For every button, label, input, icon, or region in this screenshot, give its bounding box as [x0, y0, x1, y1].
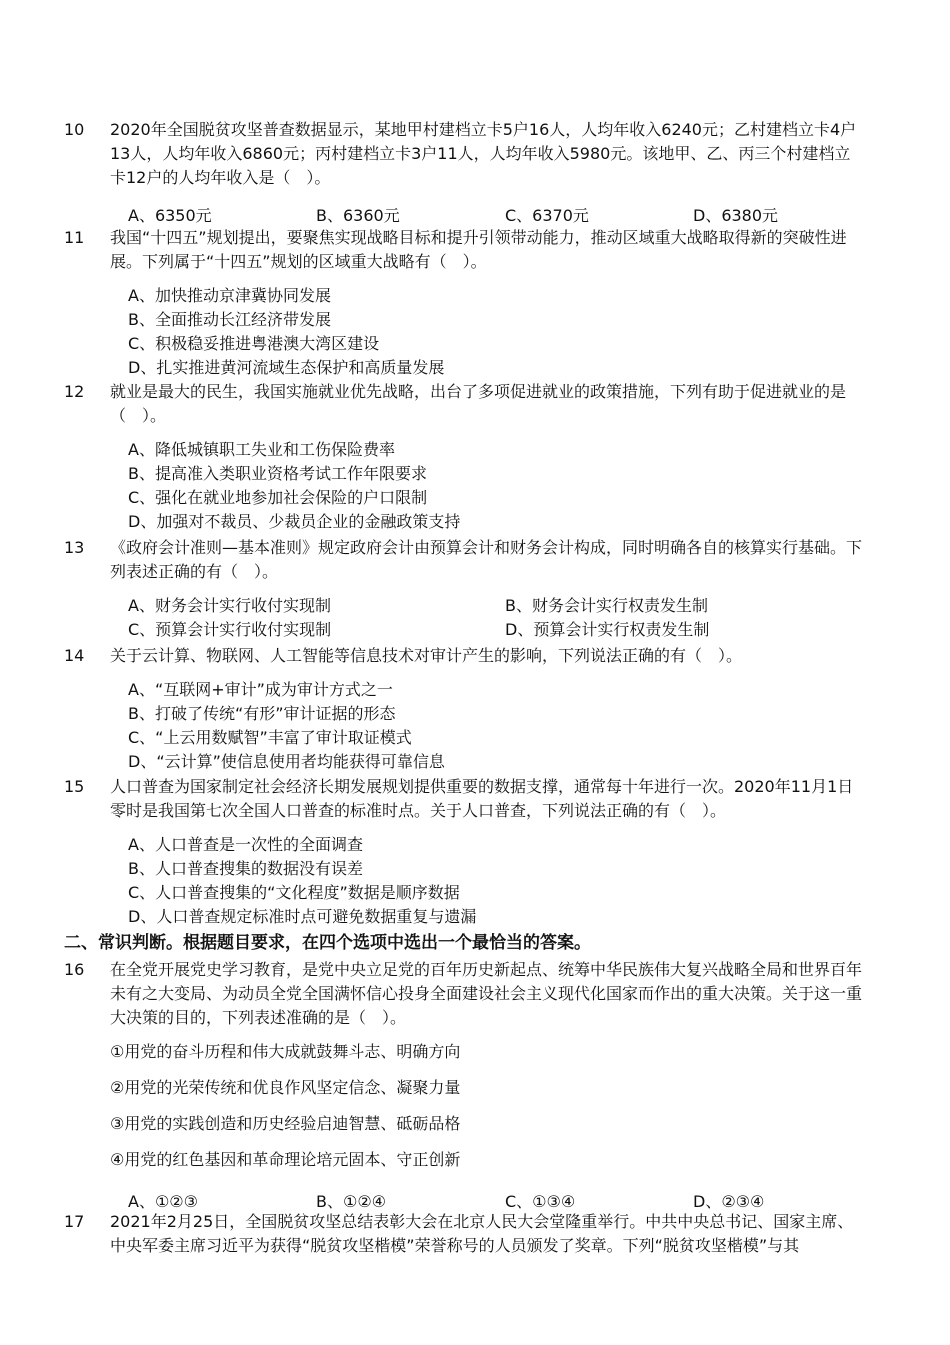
options-list: [128, 678, 864, 774]
option-a[interactable]: A、“互联网+审计”成为审计方式之一: [128, 680, 393, 699]
question-stem: 在全党开展党史学习教育，是党中央立足党的百年历史新起点、统筹中华民族伟大复兴战略全局和世界百年未有之大变局、为动员全党全国满怀信心投身全面建设社会主义现代化国家而作出的重大决策。关于这一重大决策的目的，下列表述准确的是（ ）。: [110, 960, 863, 1027]
option-a[interactable]: A、加快推动京津冀协同发展: [128, 286, 331, 305]
option-d[interactable]: D、预算会计实行权责发生制: [505, 620, 710, 639]
question-number: 14: [64, 646, 85, 665]
question-stem: 2021年2月25日，全国脱贫攻坚总结表彰大会在北京人民大会堂隆重举行。中共中央总书记、国家主席、中央军委主席习近平为获得“脱贫攻坚楷模”荣誉称号的人员颁发了奖章。下列“脱贫攻坚楷模”与其: [110, 1212, 854, 1255]
statement-1: ①用党的奋斗历程和伟大成就鼓舞斗志、明确方向: [110, 1042, 461, 1061]
question-12: [64, 380, 864, 534]
option-d[interactable]: D、扎实推进黄河流域生态保护和高质量发展: [128, 358, 445, 377]
option-b[interactable]: B、6360元: [316, 206, 400, 225]
question-number: 10: [64, 120, 85, 139]
section-heading: 二、常识判断。根据题目要求，在四个选项中选出一个最恰当的答案。: [64, 933, 591, 953]
options-grid: [128, 594, 864, 642]
question-10: [64, 118, 864, 228]
option-b[interactable]: B、全面推动长江经济带发展: [128, 310, 331, 329]
statement-4: ④用党的红色基因和革命理论培元固本、守正创新: [110, 1150, 461, 1169]
option-a[interactable]: A、降低城镇职工失业和工伤保险费率: [128, 440, 395, 459]
options-list: [128, 438, 864, 534]
option-c[interactable]: C、6370元: [505, 206, 589, 225]
options-row: [128, 204, 864, 228]
option-c[interactable]: C、①③④: [505, 1192, 576, 1211]
question-stem: 我国“十四五”规划提出，要聚焦实现战略目标和提升引领带动能力，推动区域重大战略取得新的突破性进展。下列属于“十四五”规划的区域重大战略有（ ）。: [110, 228, 847, 271]
question-number: 17: [64, 1212, 85, 1231]
statement-3: ③用党的实践创造和历史经验启迪智慧、砥砺品格: [110, 1114, 461, 1133]
options-list: [128, 284, 864, 380]
option-d[interactable]: D、6380元: [693, 206, 779, 225]
option-b[interactable]: B、人口普查搜集的数据没有误差: [128, 859, 363, 878]
statement-2: ②用党的光荣传统和优良作风坚定信念、凝聚力量: [110, 1078, 461, 1097]
question-number: 13: [64, 538, 85, 557]
question-13: [64, 536, 864, 642]
option-d[interactable]: D、人口普查规定标准时点可避免数据重复与遗漏: [128, 907, 477, 926]
option-c[interactable]: C、预算会计实行收付实现制: [128, 620, 332, 639]
question-stem: 《政府会计准则—基本准则》规定政府会计由预算会计和财务会计构成，同时明确各自的核算实行基础。下列表述正确的有（ ）。: [110, 538, 863, 581]
question-number: 11: [64, 228, 85, 247]
option-a[interactable]: A、6350元: [128, 206, 212, 225]
question-11: [64, 226, 864, 380]
question-15: [64, 775, 864, 929]
option-d[interactable]: D、②③④: [693, 1192, 765, 1211]
question-stem: 人口普查为国家制定社会经济长期发展规划提供重要的数据支撑，通常每十年进行一次。2020年11月1日零时是我国第七次全国人口普查的标准时点。关于人口普查，下列说法正确的有（ ）。: [110, 777, 854, 820]
option-b[interactable]: B、财务会计实行权责发生制: [505, 596, 708, 615]
question-stem: 2020年全国脱贫攻坚普查数据显示，某地甲村建档立卡5户16人，人均年收入6240元；乙村建档立卡4户13人，人均年收入6860元；丙村建档立卡3户11人，人均年收入5980元。该地甲、乙、丙三个村建档立卡12户的人均年收入是（ ）。: [110, 120, 857, 187]
question-number: 12: [64, 382, 85, 401]
option-c[interactable]: C、积极稳妥推进粤港澳大湾区建设: [128, 334, 380, 353]
question-17: [64, 1210, 864, 1258]
option-b[interactable]: B、打破了传统“有形”审计证据的形态: [128, 704, 396, 723]
option-b[interactable]: B、提高准入类职业资格考试工作年限要求: [128, 464, 427, 483]
option-b[interactable]: B、①②④: [316, 1192, 387, 1211]
question-stem: 关于云计算、物联网、人工智能等信息技术对审计产生的影响，下列说法正确的有（ ）。: [110, 646, 743, 665]
question-number: 15: [64, 777, 85, 796]
option-c[interactable]: C、人口普查搜集的“文化程度”数据是顺序数据: [128, 883, 460, 902]
option-d[interactable]: D、加强对不裁员、少裁员企业的金融政策支持: [128, 512, 461, 531]
question-stem: 就业是最大的民生，我国实施就业优先战略，出台了多项促进就业的政策措施，下列有助于促进就业的是（ ）。: [110, 382, 847, 425]
question-number: 16: [64, 960, 85, 979]
question-14: [64, 644, 864, 774]
option-a[interactable]: A、①②③: [128, 1192, 198, 1211]
option-c[interactable]: C、强化在就业地参加社会保险的户口限制: [128, 488, 428, 507]
options-list: [128, 833, 864, 929]
option-c[interactable]: C、“上云用数赋智”丰富了审计取证模式: [128, 728, 412, 747]
option-a[interactable]: A、财务会计实行收付实现制: [128, 596, 331, 615]
option-a[interactable]: A、人口普查是一次性的全面调查: [128, 835, 363, 854]
question-16: [64, 958, 864, 1214]
option-d[interactable]: D、“云计算”使信息使用者均能获得可靠信息: [128, 752, 445, 771]
statements-list: [64, 1034, 864, 1178]
